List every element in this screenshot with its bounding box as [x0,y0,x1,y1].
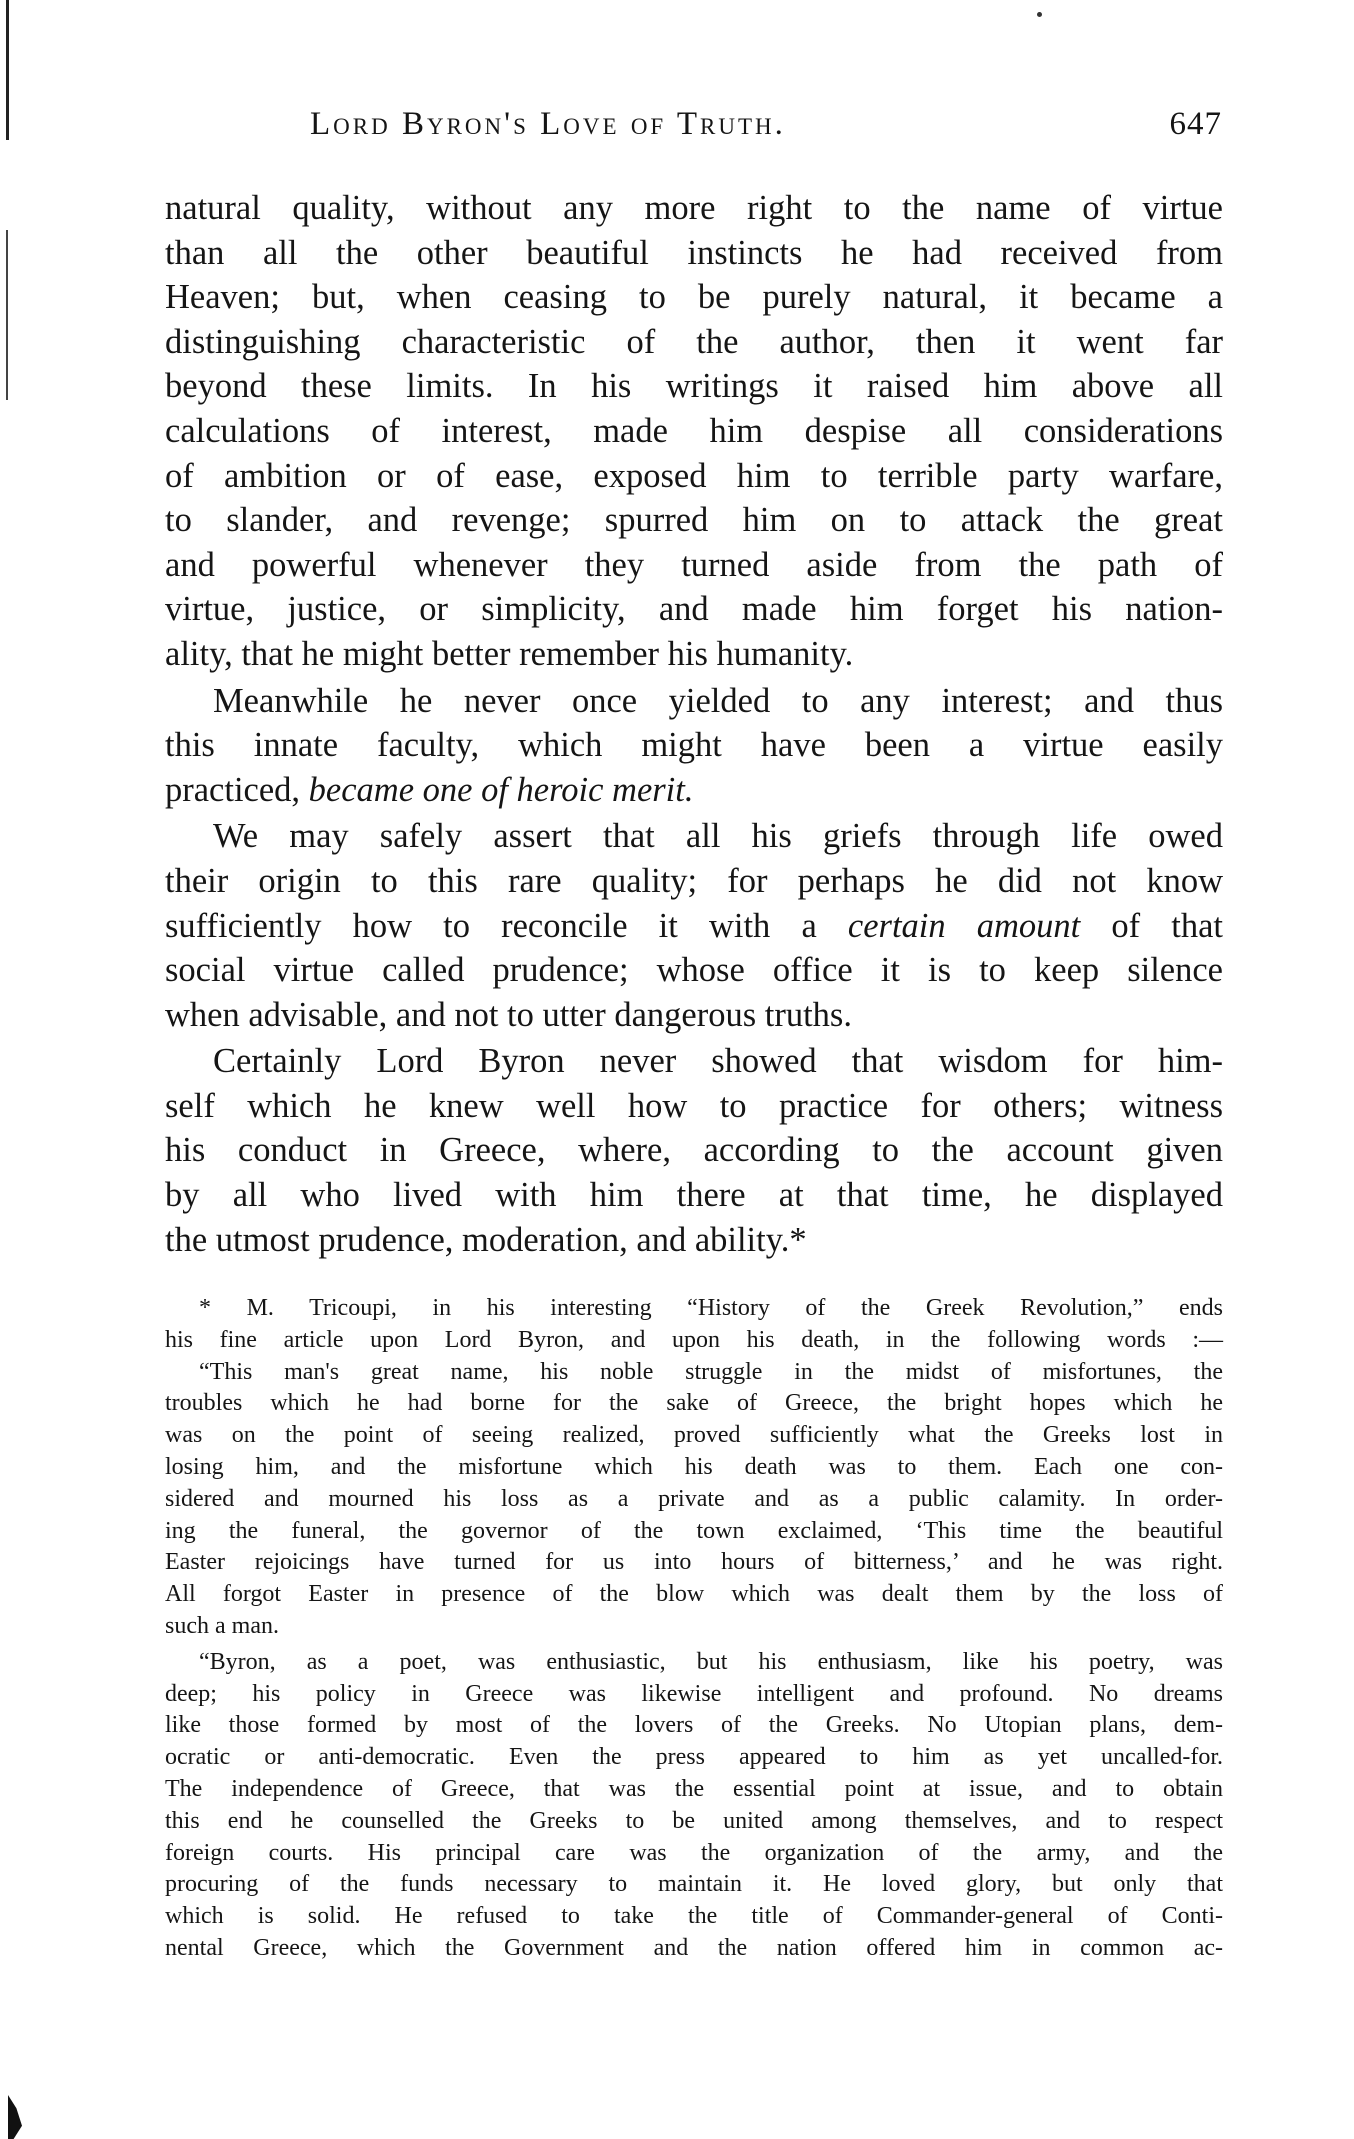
paragraph [165,679,1223,813]
paragraph [165,1039,1223,1262]
footnote-line: deep; his policy in Greece was likewise intelligent and profound. No dreams [165,1680,1223,1707]
footnote-paragraph [165,1293,1223,1357]
footnote-line: “Byron, as a poet, was enthusiastic, but his enthusiasm, like his poetry, was [199,1648,1223,1675]
text-line: his conduct in Greece, where, according to the account given [165,1131,1223,1170]
running-title: Lord Byron's Love of Truth. [310,106,786,142]
footnote-line: “This man's great name, his noble struggle in the midst of misfortunes, the [199,1358,1223,1385]
footnote-line: this end he counselled the Greeks to be united among themselves, and to respect [165,1807,1223,1834]
footnote-line: troubles which he had borne for the sake of Greece, the bright hopes which he [165,1390,1223,1417]
footnote-line: ing the funeral, the governor of the town exclaimed, ‘This time the beautiful [165,1517,1223,1544]
text-line: ality, that he might better remember his humanity. [165,634,854,673]
text-line: We may safely assert that all his griefs through life owed [213,817,1223,856]
paragraph [165,186,1223,677]
body-text [165,186,1223,1262]
page-edge-line [6,0,9,140]
page-speck [1037,12,1042,17]
footnote-line: his fine article upon Lord Byron, and upon his death, in the following words :— [165,1326,1223,1353]
footnote-line: Easter rejoicings have turned for us into hours of bitterness,’ and he was right. [165,1549,1223,1576]
text-line: Meanwhile he never once yielded to any interest; and thus [213,681,1223,720]
text-line [165,904,1223,949]
text-line: calculations of interest, made him despise all considerations [165,411,1223,450]
footnote-line: was on the point of seeing realized, proved sufficiently what the Greeks lost in [165,1422,1223,1449]
running-header [310,106,1222,150]
footnote [165,1293,1223,1965]
text-line: self which he knew well how to practice for others; witness [165,1086,1223,1125]
footnote-paragraph [165,1647,1223,1965]
text-line: their origin to this rare quality; for perhaps he did not know [165,861,1223,900]
text-line: and powerful whenever they turned aside from the path of [165,545,1223,584]
footnote-line: All forgot Easter in presence of the blow which was dealt them by the loss of [165,1581,1223,1608]
scan-artifact [8,2095,22,2139]
footnote-paragraph [165,1357,1223,1643]
text-line: the utmost prudence, moderation, and ability.* [165,1220,807,1259]
footnote-line: procuring of the funds necessary to maintain it. He loved glory, but only that [165,1871,1223,1898]
footnote-line: sidered and mourned his loss as a private and as a public calamity. In order- [165,1485,1223,1512]
footnote-line: losing him, and the misfortune which his death was to them. Each one con- [165,1453,1223,1480]
text-line: by all who lived with him there at that time, he displayed [165,1176,1223,1215]
text-line: of ambition or of ease, exposed him to terrible party warfare, [165,456,1223,495]
footnote-line: ocratic or anti-democratic. Even the press appeared to him as yet uncalled-for. [165,1744,1223,1771]
text-line: Certainly Lord Byron never showed that wisdom for him- [213,1042,1223,1081]
text-line: to slander, and revenge; spurred him on to attack the great [165,501,1223,540]
text-run: practiced, [165,770,309,809]
italic-emphasis: certain amount [847,906,1081,945]
text-run: of that [1080,906,1223,945]
page-number: 647 [1169,106,1222,142]
footnote-line: like those formed by most of the lovers of the Greeks. No Utopian plans, dem- [165,1712,1223,1739]
text-line [165,768,1223,813]
text-run: sufficiently how to reconcile it with a [165,906,848,945]
text-line: beyond these limits. In his writings it raised him above all [165,367,1223,406]
footnote-line: such a man. [165,1612,279,1639]
italic-emphasis: became one of heroic merit. [308,770,694,809]
text-line: natural quality, without any more right to the name of virtue [165,189,1223,227]
text-line: virtue, justice, or simplicity, and made him forget his nation- [165,590,1223,629]
text-line: social virtue called prudence; whose office it is to keep silence [165,951,1223,990]
text-line: Heaven; but, when ceasing to be purely natural, it became a [165,278,1223,317]
text-line: this innate faculty, which might have been a virtue easily [165,726,1223,765]
footnote-line: nental Greece, which the Government and the nation offered him in common ac- [165,1934,1223,1961]
text-line: distinguishing characteristic of the author, then it went far [165,322,1223,361]
text-line: than all the other beautiful instincts he had received from [165,233,1223,272]
text-line: when advisable, and not to utter dangerous truths. [165,995,852,1034]
paragraph [165,814,1223,1037]
footnote-line: The independence of Greece, that was the essential point at issue, and to obtain [165,1775,1223,1802]
page-edge-line [6,230,8,400]
footnote-line: * M. Tricoupi, in his interesting “History of the Greek Revolution,” ends [199,1295,1223,1321]
footnote-line: which is solid. He refused to take the title of Commander-general of Conti- [165,1903,1223,1930]
footnote-line: foreign courts. His principal care was the organization of the army, and the [165,1839,1223,1866]
